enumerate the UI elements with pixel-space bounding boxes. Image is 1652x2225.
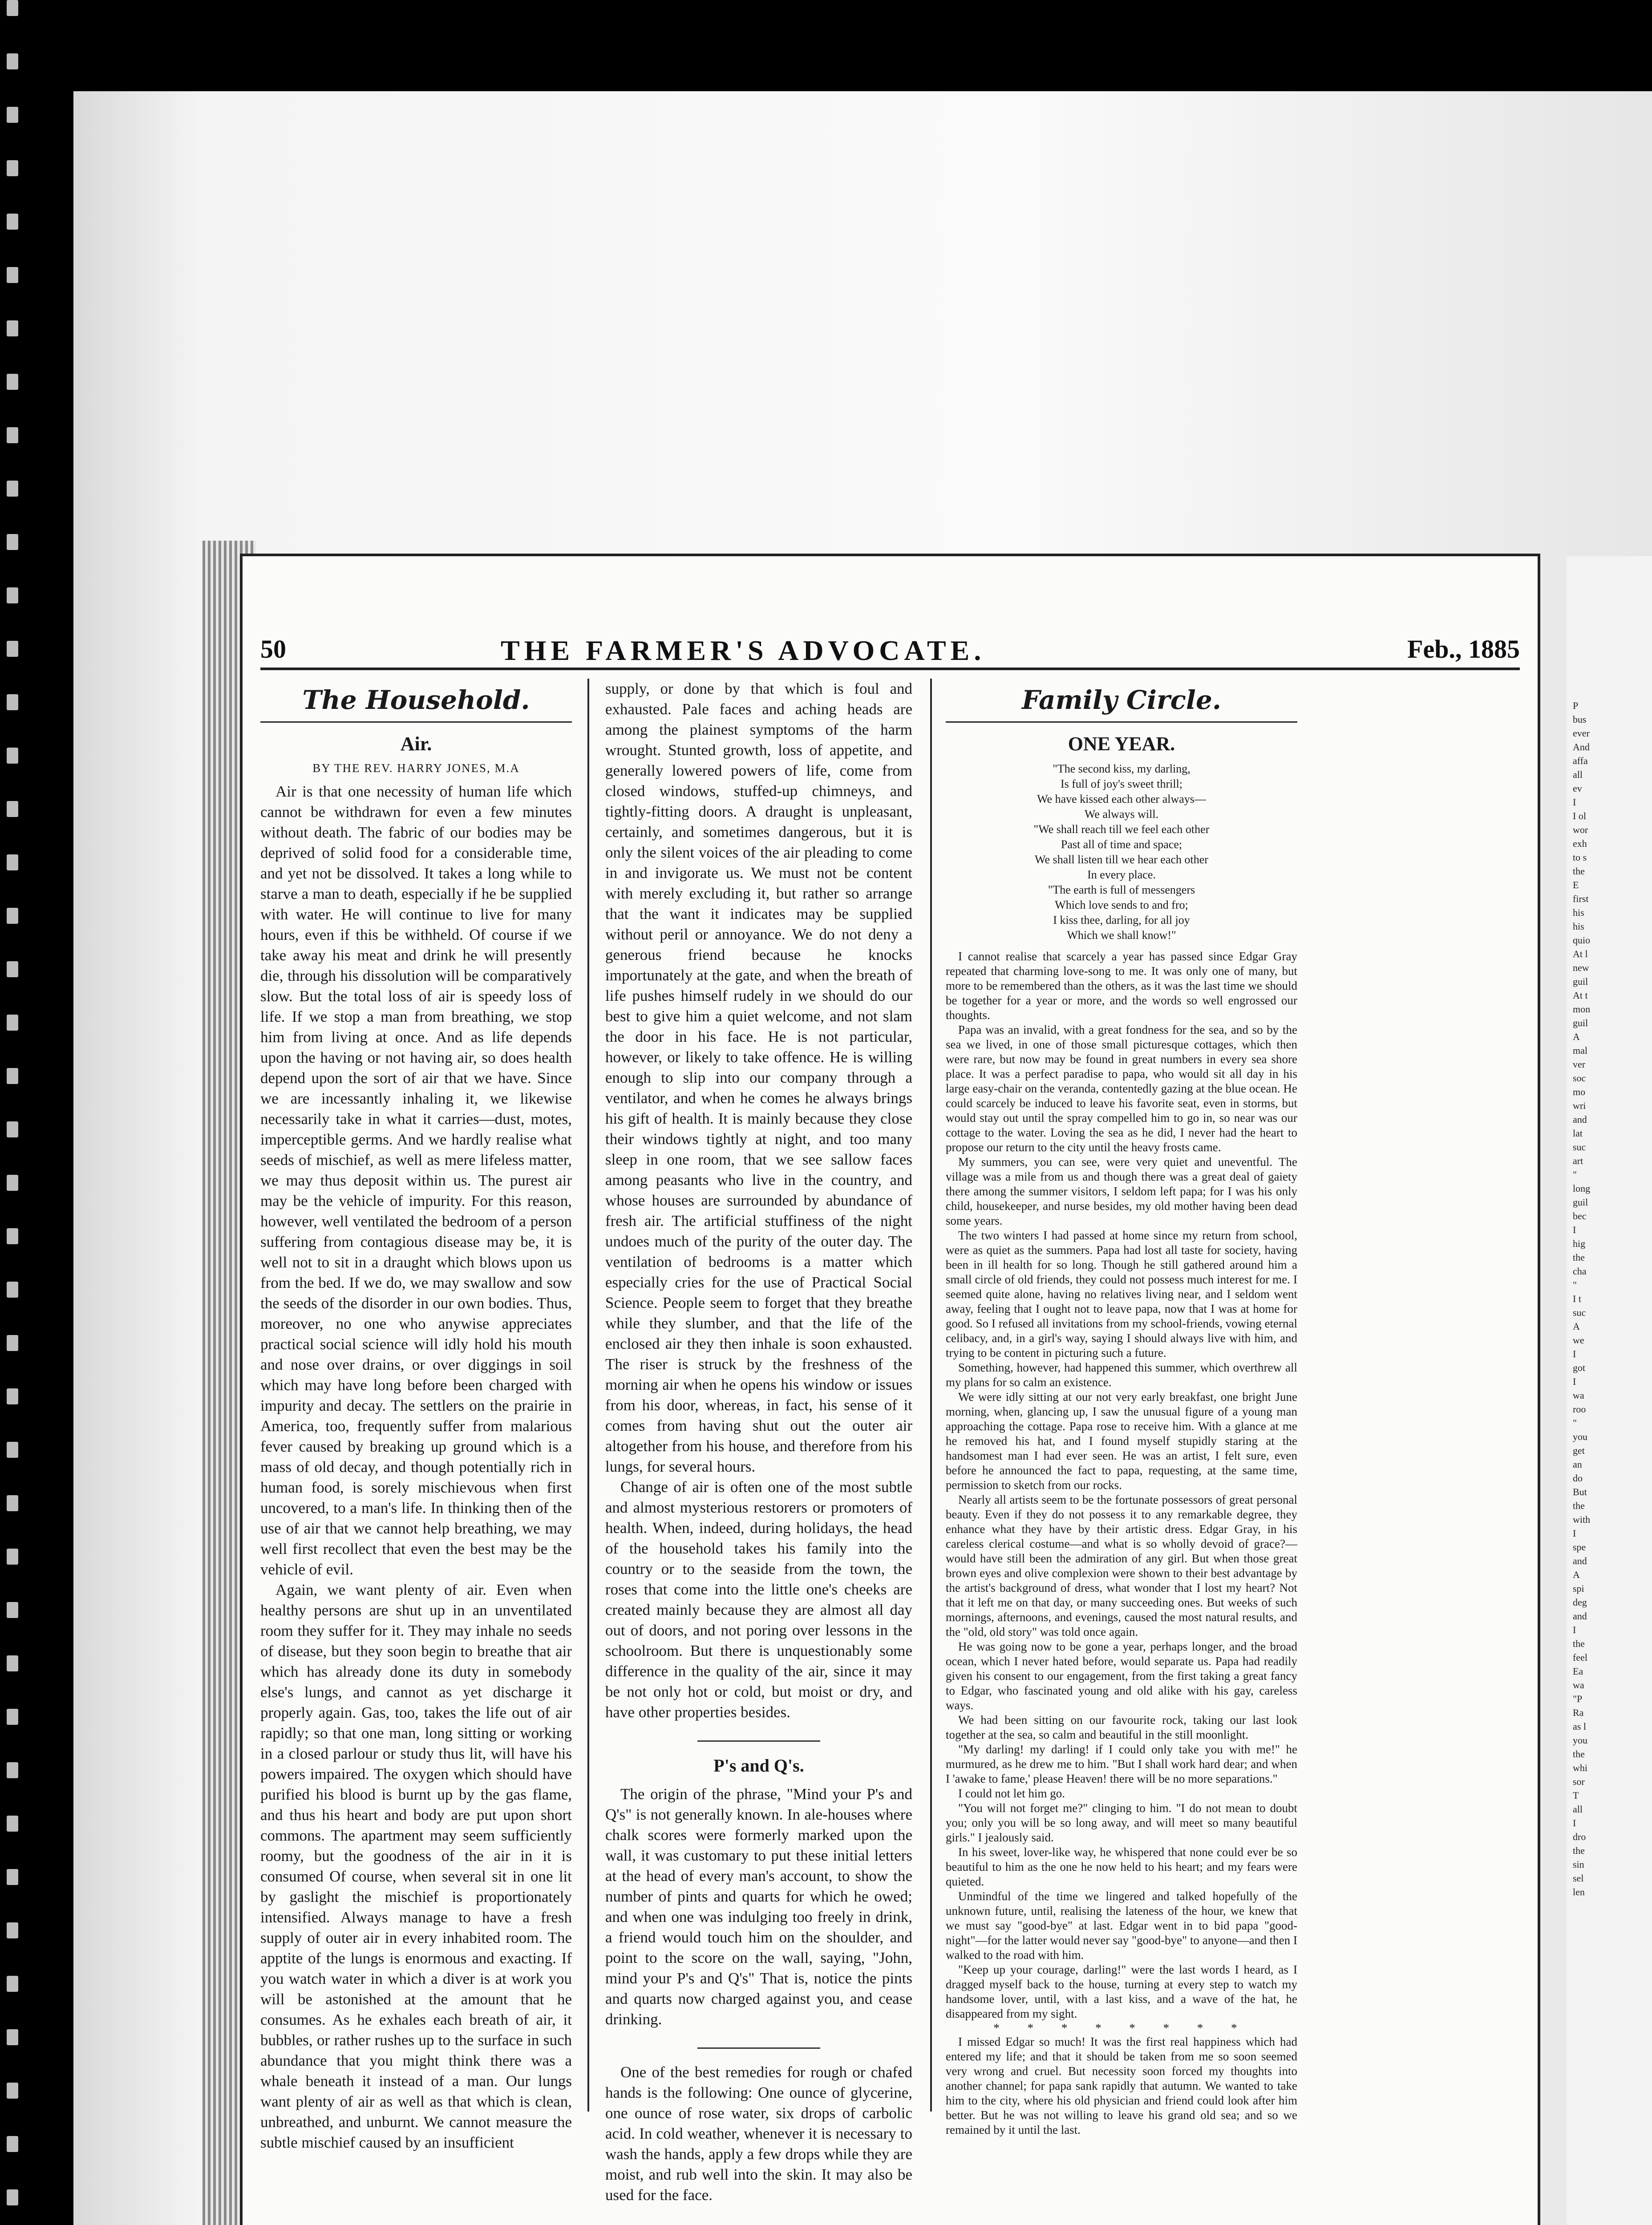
air-paragraph: Again, we want plenty of air. Even when healthy persons are shut up in an unventilated room they suffer for it. They may inhale no seeds of disease, but they soon begin to breathe that air which has already done its duty in somebody else's lungs, and cannot as yet discharge it properly again. Gas, too, takes the life out of air rapidly; so that one man, long sitting or working in a closed parlour or study thus lit, will have his powers impaired. The oxygen which should have purified his blood is burnt up by the gas flame, and thus his heart and body are put upon short commons. The apartment may seem sufficiently roomy, but the goodness of the air in it is consumed Of course, when several sit in one lit by gaslight the mischief is proportionately intensified. Always manage to have a fresh supply of outer air in every inhabited room. The apptite of the lungs is enormous and exacting. If you watch water in which a diver is at work you will be astonished at the amount that he consumes. As he exhales each breath of air, it bubbles, or rather rushes up to the surface in such abundance that you might think there was a whale beneath it instead of a man. Our lungs want plenty of air as well as that which is clean, unbreathed, and unburnt. We cannot measure the subtle mischief caused by an insufficient <box>260 1581 572 2151</box>
household-column <box>260 679 572 2153</box>
air-continued-paragraph: supply, or done by that which is foul and exhausted. Pale faces and aching heads are among the plainest symptoms of the harm wrought. Stunted growth, loss of appetite, and generally lowered powers of life, come from closed windows, stuffed-up chimneys, and tightly-fitting doors. A draught is unpleasant, certainly, and sometimes dangerous, but it is only the silent voices of the air pleading to come in and invigorate us. We must not be content with merely excluding it, but rather so arrange that the want it indicates may be supplied without peril or annoyance. We do not deny a generous friend because he knocks importunately at the gate, and when the breath of life pushes himself rudely in we should do our best to give him a quiet welcome, and not slam the door in his face. He is not particular, however, or likely to take offence. He is willing enough to slip into our company through a ventilator, and when he comes he always brings his gift of health. It is mainly because they close their windows tightly at night, and too many sleep in one room, that we see sallow faces among peasants who live in the country, and whose houses are surrounded by abundance of fresh air. The artificial stuffiness of the night undoes much of the purity of the outer day. The ventilation of bedrooms is a matter which especially cries for the use of Practical Social Science. People seem to forget that they breathe while they slumber, and that the life of the enclosed air they then inhale is soon exhausted. The riser is struck by the freshness of the morning air when he opens his window or issues from his door, whereas, in fact, his sense of it comes from having shut out the outer air altogether from his house, and therefore from his lungs, for several hours. <box>605 680 912 1475</box>
air-article-continued <box>605 679 912 1723</box>
story-paragraph: Something, however, had happened this summer, which overthrew all my plans for so calm an existence. <box>946 1361 1297 1389</box>
poem-line: Past all of time and space; <box>1061 838 1182 851</box>
page-number: 50 <box>260 635 286 663</box>
air-article-title: Air. <box>400 733 432 755</box>
column-rule <box>587 679 589 2112</box>
story-body <box>946 949 1297 2137</box>
story-paragraph: "My darling! my darling! if I could only take you with me!" he murmured, as he drew me to him. "But I shall work hard dear; and when I 'awake to fame,' please Heaven! there will be no more separations." <box>946 1743 1297 1785</box>
air-article-byline: BY THE REV. HARRY JONES, M.A <box>312 761 520 775</box>
poem-line: Which love sends to and fro; <box>1055 898 1188 911</box>
section-divider <box>697 2047 820 2049</box>
story-paragraph: My summers, you can see, were very quiet and uneventful. The village was a mile from us and though there was a great deal of gaiety there among the summer visitors, I seldom left papa; for I was his only child, housekeeper, and nurse besides, my old mother having been dead some years. <box>946 1155 1297 1227</box>
story-title: ONE YEAR. <box>1068 733 1175 755</box>
film-perforations-left <box>4 0 21 2225</box>
story-paragraph: The two winters I had passed at home since my return from school, were as quiet as the summers. Papa had lost all taste for society, having been in ill health for so long. Though he still gathered around him a small circle of old friends, they could not possess much interest for me. I seemed quite alone, having no relatives living near, and I seldom went away, feeling that I ought not to leave papa, now that I was at home for good. So I refused all invitations from my school-friends, vowing eternal celibacy, and, in a girl's way, saying I should always live with him, and trying to be content in picturing such a future. <box>946 1229 1297 1359</box>
remedy-article-body <box>605 2062 912 2205</box>
story-paragraph: Unmindful of the time we lingered and talked hopefully of the unknown future, until, realising the lateness of the hour, we knew that we must say "good-bye" at last. Edgar went in to bid papa "good-night"—for the latter would never say "good-bye" to anyone—and then I walked to the road with him. <box>946 1889 1297 1962</box>
issue-date: Feb., 1885 <box>1407 635 1520 663</box>
story-paragraph: We had been sitting on our favourite rock, taking our last look together at the sea, so calm and beautiful in the still moonlight. <box>946 1713 1297 1741</box>
story-paragraph: He was going now to be gone a year, perhaps longer, and the broad ocean, which I never hated before, would separate us. Papa had readily given his consent to our engagement, from the first taking a great fancy to Edgar, who fascinated young and old alike with his gay, careless ways. <box>946 1640 1297 1712</box>
air-paragraph: Air is that one necessity of human life which cannot be withdrawn for even a few minutes without death. The fabric of our bodies may be deprived of solid food for a considerable time, and yet not be dissolved. It takes a long while to starve a man to death, especially if he be supplied with water. He will continue to live for many hours, even if this be withheld. Of course if we take away his meat and drink he will presently die, through his dissolution will be comparatively slow. But the total loss of air is speedy loss of life. If we stop a man from breathing, we stop him from living at once. And as life depends upon the having or not having air, so does health depend upon the sort of air that we have. Since we are incessantly inhaling it, we likewise necessarily take in what it carries—dust, motes, imperceptible germs. And we hardly realise what seeds of mischief, as well as mere lifeless matter, we may thus deposit within us. The purest air may be the vehicle of impurity. For this reason, however, well ventilated the bedroom of a person suffering from contagious disease may be, it is well not to sit in a draught which blows upon us from the bed. If we do, we may swallow and sow the seeds of the disorder in our own bodies. Thus, moreover, no one who anywise appreciates practical social science will idly hold his mouth and nose over drains, or over diggings in soil which may have long before been charged with impurity and decay. The settlers on the prairie in America, too, frequently suffer from malarious fever caused by breaking up ground which is a mass of old decay, and though potentially rich in human food, is sorely mischievous when first uncovered, to a man's life. In thinking then of the use of air that we cannot help breathing, we may well first recollect that even the best may be the vehicle of evil. <box>260 783 572 1578</box>
newspaper-page <box>243 556 1538 2225</box>
header-rule <box>260 668 1520 670</box>
poem-line: Which we shall know!" <box>1067 929 1176 942</box>
poem-line: We always will. <box>1084 808 1159 821</box>
story-paragraph: "You will not forget me?" clinging to him. "I do not mean to doubt you; only you will be so long away, and will meet so many beautiful girls." I jealously said. <box>946 1801 1297 1844</box>
middle-column <box>605 679 912 2205</box>
poem-line: We shall listen till we hear each other <box>1035 853 1208 866</box>
story-poem <box>946 761 1297 943</box>
masthead-title: THE FARMER'S ADVOCATE. <box>501 635 986 666</box>
poem-line: Is full of joy's sweet thrill; <box>1060 777 1183 790</box>
section-break-stars: * * * * * * * * <box>993 2021 1250 2035</box>
pq-paragraph: The origin of the phrase, "Mind your P's and Q's" is not generally known. In ale-houses where chalk scores were formerly marked upon the wall, it was customary to put these initial letters at the head of every man's account, to show the number of pints and quarts for which he owed; and when one was indulging too freely in drink, a friend would touch him on the shoulder, and point to the score on the wall, saying, "John, mind your P's and Q's" That is, notice the pints and quarts now charged against you, and cease drinking. <box>605 1785 912 2028</box>
poem-line: I kiss thee, darling, for all joy <box>1053 914 1190 926</box>
family-circle-section-title: Family Circle. <box>946 679 1297 723</box>
family-circle-column <box>946 679 1297 2137</box>
poem-line: "We shall reach till we feel each other <box>1033 823 1210 836</box>
story-paragraph: Nearly all artists seem to be the fortunate possessors of great personal beauty. Even if they do not possess it to any remarkable degree, they enhance what they have by their artistic dress. Edgar Gray, in his careless clerical costume—and what is so wholly devoid of grace?—would have still been the admiration of any girl. But when those great brown eyes and olive complexion were shown to their best advantage by the artist's background of dress, what wonder that I lost my heart? Not that it left me on that day, or many succeeding ones. But weeks of such mornings, afternoons, and evenings, caused the most natural results, and the "old, old story" was told once again. <box>946 1493 1297 1638</box>
remedy-paragraph: One of the best remedies for rough or chafed hands is the following: One ounce of glycerine, one ounce of rose water, six drops of carbolic acid. In cold weather, whenever it is necessary to wash the hands, apply a few drops while they are moist, and rub well into the skin. It may also be used for the face. <box>605 2063 912 2204</box>
page-header <box>260 634 1520 665</box>
section-divider <box>697 1740 820 1742</box>
poem-line: "The second kiss, my darling, <box>1053 762 1190 775</box>
column-rule <box>930 679 932 2112</box>
household-section-title: The Household. <box>260 679 572 723</box>
pq-article-body <box>605 1784 912 2030</box>
adjacent-page-strip <box>1567 556 1652 2225</box>
poem-line: "The earth is full of messengers <box>1048 883 1195 896</box>
air-article-body <box>260 781 572 2153</box>
air-continued-paragraph: Change of air is often one of the most subtle and almost mysterious restorers or promoters of health. When, indeed, during holidays, the head of the household takes his family into the country or to the seaside from the town, the roses that come into the little one's cheeks are created mainly because they are almost all day out of doors, and not poring over lessons in the schoolroom. But there is unquestionably some difference in the quality of the air, since it may be not only hot or cold, but moist or dry, and have other properties besides. <box>605 1478 912 1721</box>
story-paragraph: "Keep up your courage, darling!" were the last words I heard, as I dragged myself back to the house, turning at every step to watch my handsome lover, until, with a last kiss, and a wave of the hat, he disappeared from my sight. <box>946 1963 1297 2020</box>
poem-line: In every place. <box>1087 868 1156 881</box>
adjacent-page-fragment: P bus ever And affa all ev I I ol wor exh to s the E first his his quio At l new guil At t mon guil A mal ver soc mo wri and lat suc art " long guil bec I hig the cha " I t suc A we I got I wa roo " you get an do But the with I spe and A spi deg and I the feel Ea wa "P Ra as l you the whi sor T all I dro the sin sel len <box>1573 700 1591 1897</box>
story-paragraph: Papa was an invalid, with a great fondness for the sea, and so by the sea we lived, in one of those small picturesque cottages, which then were rare, but now may be found in great numbers in every sea shore place. It was a perfect paradise to papa, who would sit all day in his large easy-chair on the veranda, contentedly gazing at the blue ocean. He could scarcely be induced to leave his favorite seat, even in storms, but would stay out until the spray compelled him to go in, so near was our cottage to the water. Loving the sea as he did, I never had the heart to propose our return to the city until the heavy frosts came. <box>946 1023 1297 1154</box>
poem-line: We have kissed each other always— <box>1037 793 1206 805</box>
story-paragraph: I could not let him go. <box>958 1787 1065 1800</box>
story-paragraph: I cannot realise that scarcely a year has passed since Edgar Gray repeated that charming love-song to me. It was only one of many, but more to be remembered than the others, as it was the last time we should be together for a year or more, and the words so well engrossed our thoughts. <box>946 950 1297 1022</box>
story-paragraph: In his sweet, lover-like way, he whispered that none could ever be so beautiful to him as the one he now held to his heart; and my fears were quieted. <box>946 1845 1297 1888</box>
story-paragraph: We were idly sitting at our not very early breakfast, one bright June morning, when, glancing up, I saw the unusual figure of a young man approaching the cottage. Papa rose to receive him. With a glance at me he removed his hat, and I found myself stupidly staring at the handsomest man I had ever seen. He was an artist, I felt sure, even before he announced the fact to papa, requesting, at the same time, permission to sketch from our rocks. <box>946 1390 1297 1492</box>
story-paragraph: I missed Edgar so much! It was the first real happiness which had entered my life; and that it should be taken from me so soon seemed very wrong and cruel. But necessity soon forced my thoughts into another channel; for papa sank rapidly that autumn. We wanted to take him to the city, where his old physician and friend could look after him better. But he was not willing to leave his grand old sea; and so we remained by it until the last. <box>946 2035 1297 2136</box>
pq-article-title: P's and Q's. <box>713 1756 804 1776</box>
